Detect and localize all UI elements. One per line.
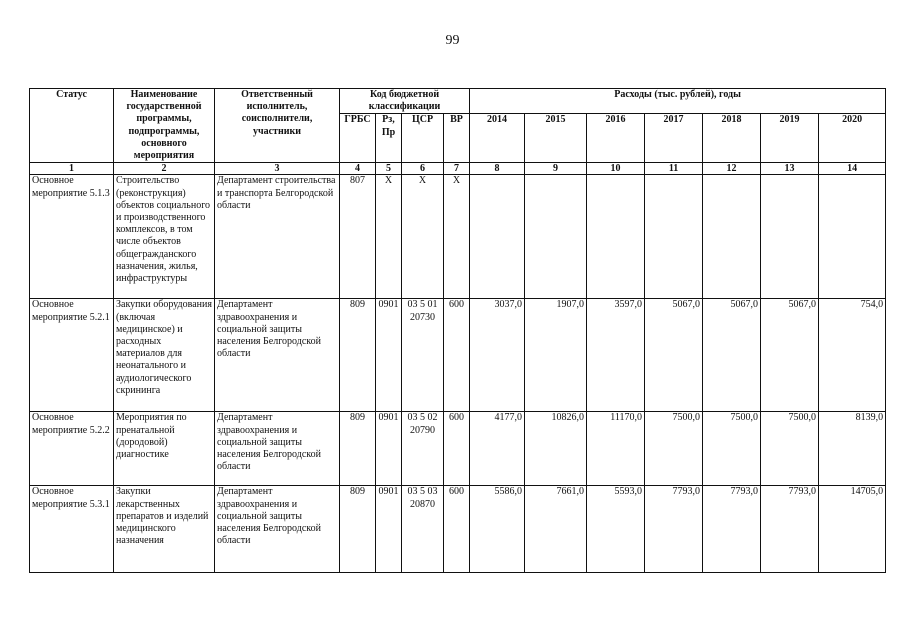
- header-vr: ВР: [444, 114, 470, 163]
- header-grbs: ГРБС: [340, 114, 376, 163]
- vr-cell: 600: [444, 299, 470, 412]
- value-cell: 7661,0: [525, 486, 587, 573]
- value-cell: 1907,0: [525, 299, 587, 412]
- value-cell: 7793,0: [645, 486, 703, 573]
- column-number: 11: [645, 163, 703, 175]
- rzpr-cell: 0901: [376, 299, 402, 412]
- header-year: 2016: [587, 114, 645, 163]
- header-year: 2020: [819, 114, 886, 163]
- rzpr-cell: 0901: [376, 486, 402, 573]
- vr-cell: 600: [444, 412, 470, 486]
- status-cell: Основное мероприятие 5.2.2: [30, 412, 114, 486]
- header-executor: Ответственный исполнитель, соисполнители, участники: [215, 89, 340, 163]
- column-number: 1: [30, 163, 114, 175]
- value-cell: 7500,0: [761, 412, 819, 486]
- column-number: 5: [376, 163, 402, 175]
- column-number: 14: [819, 163, 886, 175]
- column-number-row: [30, 163, 886, 175]
- name-cell: Мероприятия по пренатальной (дородовой) диагностике: [114, 412, 215, 486]
- value-cell: 7500,0: [645, 412, 703, 486]
- value-cell: [703, 175, 761, 299]
- table-row: [30, 299, 886, 412]
- budget-table: [29, 88, 886, 573]
- table-row: [30, 175, 886, 299]
- status-cell: Основное мероприятие 5.1.3: [30, 175, 114, 299]
- csr-cell: 03 5 01 20730: [402, 299, 444, 412]
- vr-cell: 600: [444, 486, 470, 573]
- header-year: 2015: [525, 114, 587, 163]
- page-number: 99: [445, 33, 460, 48]
- table-row: [30, 412, 886, 486]
- header-status: Статус: [30, 89, 114, 163]
- column-number: 7: [444, 163, 470, 175]
- status-cell: Основное мероприятие 5.2.1: [30, 299, 114, 412]
- table-row: [30, 486, 886, 573]
- header-name: Наименование государственной программы, подпрограммы, основного мероприятия: [114, 89, 215, 163]
- value-cell: 7500,0: [703, 412, 761, 486]
- value-cell: 3037,0: [470, 299, 525, 412]
- grbs-cell: 809: [340, 486, 376, 573]
- grbs-cell: 809: [340, 299, 376, 412]
- header-year: 2019: [761, 114, 819, 163]
- value-cell: 5067,0: [761, 299, 819, 412]
- header-year: 2018: [703, 114, 761, 163]
- grbs-cell: 807: [340, 175, 376, 299]
- column-number: 3: [215, 163, 340, 175]
- column-number: 13: [761, 163, 819, 175]
- column-number: 8: [470, 163, 525, 175]
- rzpr-cell: 0901: [376, 412, 402, 486]
- column-number: 12: [703, 163, 761, 175]
- name-cell: Закупки оборудования (включая медицинское) и расходных материалов для неонатального и аудиологического скрининга: [114, 299, 215, 412]
- header-expenses: Расходы (тыс. рублей), годы: [470, 89, 886, 114]
- executor-cell: Департамент здравоохранения и социальной защиты населения Белгородской области: [215, 486, 340, 573]
- csr-cell: Х: [402, 175, 444, 299]
- value-cell: 4177,0: [470, 412, 525, 486]
- header-csr: ЦСР: [402, 114, 444, 163]
- value-cell: 11170,0: [587, 412, 645, 486]
- column-number: 4: [340, 163, 376, 175]
- column-number: 9: [525, 163, 587, 175]
- header-rzpr: Рз, Пр: [376, 114, 402, 163]
- value-cell: 10826,0: [525, 412, 587, 486]
- value-cell: 5067,0: [645, 299, 703, 412]
- column-number: 2: [114, 163, 215, 175]
- value-cell: [645, 175, 703, 299]
- value-cell: [525, 175, 587, 299]
- value-cell: 7793,0: [761, 486, 819, 573]
- csr-cell: 03 5 03 20870: [402, 486, 444, 573]
- value-cell: [587, 175, 645, 299]
- column-number: 6: [402, 163, 444, 175]
- value-cell: [470, 175, 525, 299]
- value-cell: 5593,0: [587, 486, 645, 573]
- value-cell: 5067,0: [703, 299, 761, 412]
- value-cell: 754,0: [819, 299, 886, 412]
- rzpr-cell: Х: [376, 175, 402, 299]
- name-cell: Строительство (реконструкция) объектов социального и производственного комплексов, в том числе объектов общегражданского назначения, жилья, инфраструктуры: [114, 175, 215, 299]
- grbs-cell: 809: [340, 412, 376, 486]
- value-cell: [819, 175, 886, 299]
- executor-cell: Департамент здравоохранения и социальной защиты населения Белгородской области: [215, 299, 340, 412]
- vr-cell: Х: [444, 175, 470, 299]
- csr-cell: 03 5 02 20790: [402, 412, 444, 486]
- value-cell: [761, 175, 819, 299]
- value-cell: 3597,0: [587, 299, 645, 412]
- value-cell: 7793,0: [703, 486, 761, 573]
- column-number: 10: [587, 163, 645, 175]
- header-year: 2014: [470, 114, 525, 163]
- header-budget-code: Код бюджетной классификации: [340, 89, 470, 114]
- executor-cell: Департамент строительства и транспорта Белгородской области: [215, 175, 340, 299]
- name-cell: Закупки лекарственных препаратов и изделий медицинского назначения: [114, 486, 215, 573]
- value-cell: 14705,0: [819, 486, 886, 573]
- value-cell: 8139,0: [819, 412, 886, 486]
- header-row-1: [30, 89, 886, 114]
- header-year: 2017: [645, 114, 703, 163]
- executor-cell: Департамент здравоохранения и социальной защиты населения Белгородской области: [215, 412, 340, 486]
- status-cell: Основное мероприятие 5.3.1: [30, 486, 114, 573]
- value-cell: 5586,0: [470, 486, 525, 573]
